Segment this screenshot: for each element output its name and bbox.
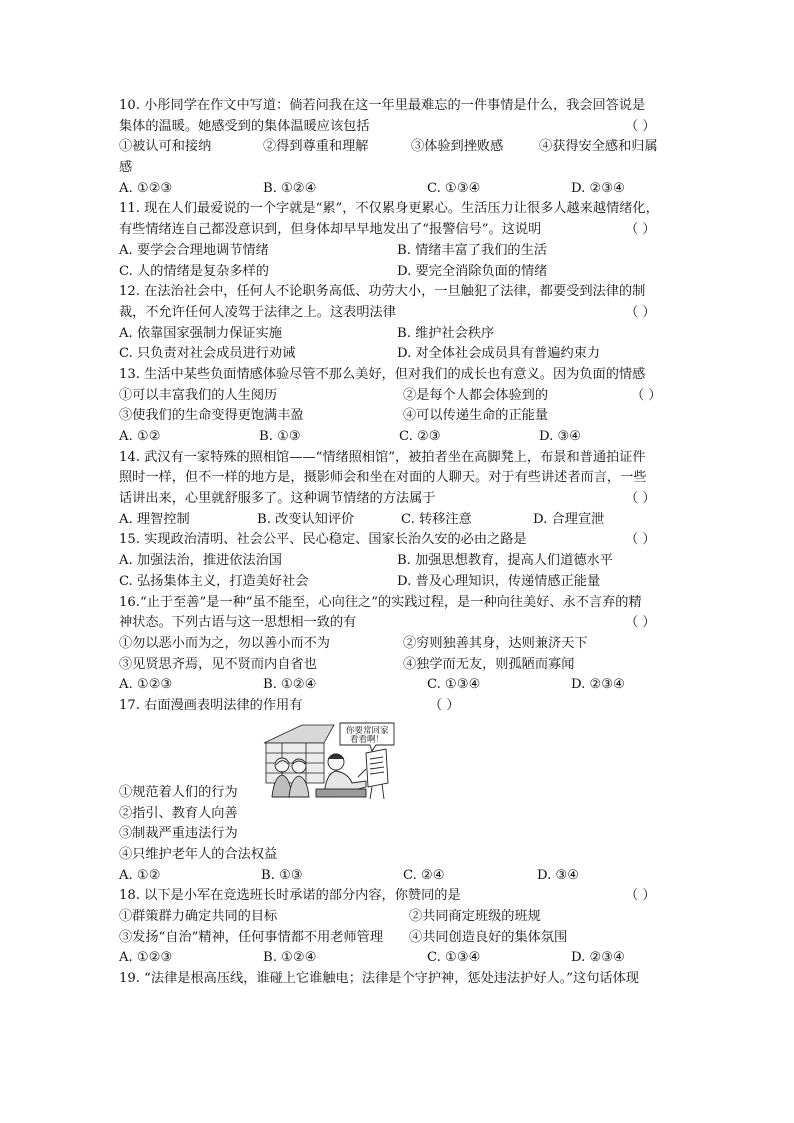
q13-option-4: ④可以传递生命的正能量 <box>403 408 549 424</box>
q15-choices-row-1 <box>119 551 675 572</box>
q11-choice-b: B. 情绪丰富了我们的生活 <box>397 242 547 258</box>
q11-stem: 11. 现在人们最爱说的一个字就是“累”，不仅累身更累心。生活压力让很多人越来越情绪化， <box>119 201 659 217</box>
q16-line-2 <box>119 613 675 634</box>
q17-line-1 <box>119 696 675 717</box>
q16-option-3: ③见贤思齐焉，见不贤而内自省也 <box>119 656 317 672</box>
q15-line-1 <box>119 530 675 551</box>
q13-options-row-1 <box>119 386 675 407</box>
q10-stem-cont: 集体的温暖。她感受到的集体温暖应该包括 <box>119 118 370 134</box>
q16-stem-cont: 神状态。下列古语与这一思想相一致的有 <box>119 615 357 631</box>
q14-stem-cont-2: 话讲出来，心里就舒服多了。这种调节情绪的方法属于 <box>119 491 436 507</box>
q12-answer-paren: （ ） <box>625 304 656 320</box>
q12-stem: 12. 在法治社会中，任何人不论职务高低、功劳大小，一旦触犯了法律，都要受到法律的制 <box>119 284 646 300</box>
q10-answer-paren: （ ） <box>625 118 656 134</box>
q18-options-row-2 <box>119 928 675 949</box>
q18-option-3: ③发扬“自治”精神，任何事情都不用老师管理 <box>119 929 384 945</box>
q17-choice-a: A. ①② <box>119 867 161 883</box>
q10-options-row-2 <box>119 158 675 179</box>
q15-choice-d: D. 普及心理知识，传递情感正能量 <box>397 573 601 589</box>
q17-stem: 17. 右面漫画表明法律的作用有 <box>119 697 303 713</box>
q13-option-3: ③使我们的生命变得更饱满丰盈 <box>119 408 304 424</box>
q10-options-row <box>119 137 675 158</box>
q12-stem-cont: 裁，不允许任何人凌驾于法律之上。这表明法律 <box>119 304 396 320</box>
q16-choice-d: D. ②③④ <box>571 677 625 693</box>
q12-choices-row-1 <box>119 324 675 345</box>
q12-choice-c: C. 只负责对社会成员进行劝诫 <box>119 346 296 362</box>
q10-stem: 10. 小彤同学在作文中写道：倘若问我在这一年里最难忘的一件事情是什么，我会回答说是 <box>119 98 646 113</box>
q13-choice-d: D. ③④ <box>539 429 582 444</box>
q13-line-1 <box>119 365 675 386</box>
q17-choices <box>119 866 675 887</box>
q13-stem: 13. 生活中某些负面情感体验尽管不那么美好，但对我们的成长也有意义。因为负面的情感 <box>119 366 646 382</box>
q15-stem: 15. 实现政治清明、社会公平、民心稳定、国家长治久安的必由之路是 <box>119 532 527 548</box>
q18-choices <box>119 948 675 969</box>
bubble-line-1: 你要常回家 <box>346 725 389 736</box>
q18-option-1: ①群策群力确定共同的目标 <box>119 909 278 925</box>
q17-option-3: ③制裁严重违法行为 <box>119 826 238 842</box>
q16-answer-paren: （ ） <box>625 615 656 631</box>
q13-choice-b: B. ①③ <box>259 429 301 444</box>
q17-answer-paren: （ ） <box>429 697 460 713</box>
q11-choices-row-1 <box>119 241 675 262</box>
q10-choice-a: A. ①②③ <box>119 180 173 196</box>
q12-choice-d: D. 对全体社会成员具有普遍约束力 <box>397 346 601 362</box>
q17-choice-b: B. ①③ <box>261 867 303 883</box>
q10-option-1: ①被认可和接纳 <box>119 139 212 155</box>
q18-line-1 <box>119 886 675 907</box>
q13-choices <box>119 427 675 448</box>
q11-stem-cont: 有些情绪连自己都没意识到，但身体却早早地发出了“报警信号”。这说明 <box>119 222 542 238</box>
q19-stem: 19. “法律是根高压线，谁碰上它谁触电；法律是个守护神，惩处违法护好人。”这句话体现 <box>119 971 639 987</box>
q14-stem-cont: 照时一样，但不一样的地方是，摄影师会和坐在对面的人聊天。对于有些讲述者而言，一些 <box>119 470 647 486</box>
q16-line-1 <box>119 593 675 614</box>
q15-choice-c: C. 弘扬集体主义，打造美好社会 <box>119 573 309 589</box>
q18-choice-c: C. ①③④ <box>427 950 481 966</box>
q16-options-row-1 <box>119 634 675 655</box>
q12-choice-b: B. 维护社会秩序 <box>397 325 495 341</box>
q17-choice-c: C. ②④ <box>403 867 445 883</box>
q15-choices-row-2 <box>119 572 675 593</box>
q16-option-4: ④独学而无友，则孤陋而寡闻 <box>403 656 575 672</box>
q16-option-2: ②穷则独善其身，达则兼济天下 <box>403 635 588 651</box>
q17-choice-d: D. ③④ <box>537 867 580 883</box>
q17-option-row-4 <box>119 845 675 866</box>
q14-choice-a: A. 理智控制 <box>119 511 190 527</box>
q17-option-2: ②指引、教育人向善 <box>119 805 238 821</box>
q10-choice-b: B. ①②④ <box>263 180 317 196</box>
q10-choices <box>119 179 675 200</box>
q14-stem: 14. 武汉有一家特殊的照相馆——“情绪照相馆”，被拍者坐在高脚凳上，布景和普通拍证件 <box>119 449 646 465</box>
q16-option-1: ①勿以恶小而为之，勿以善小而不为 <box>119 635 330 651</box>
q18-option-2: ②共同商定班级的班规 <box>409 909 541 925</box>
q14-line-3 <box>119 489 675 510</box>
q10-option-2: ②得到尊重和理解 <box>263 139 369 155</box>
q15-answer-paren: （ ） <box>625 532 656 548</box>
comic-illustration <box>262 719 397 803</box>
q14-choice-b: B. 改变认知评价 <box>257 511 355 527</box>
q14-line-1 <box>119 448 675 469</box>
q13-answer-paren: （ ） <box>631 387 662 403</box>
exam-page <box>119 96 675 990</box>
q10-option-4: ④获得安全感和归属 <box>539 139 658 155</box>
q13-options-row-2 <box>119 406 675 427</box>
q17-comic-row <box>119 717 675 804</box>
q10-option-4-cont: 感 <box>119 160 133 176</box>
q12-choice-a: A. 依靠国家强制力保证实施 <box>119 325 282 341</box>
q17-option-row-2 <box>119 804 675 825</box>
q18-option-4: ④共同创造良好的集体氛围 <box>409 929 568 945</box>
q18-choice-b: B. ①②④ <box>263 950 317 966</box>
q18-choice-d: D. ②③④ <box>571 950 625 966</box>
q18-options-row-1 <box>119 907 675 928</box>
q10-option-3: ③体验到挫败感 <box>411 139 504 155</box>
q10-line-1 <box>119 96 675 117</box>
q12-line-2 <box>119 303 675 324</box>
q10-choice-d: D. ②③④ <box>571 180 625 196</box>
q11-answer-paren: （ ） <box>625 222 656 238</box>
q11-choice-c: C. 人的情绪是复杂多样的 <box>119 263 269 279</box>
q14-choice-c: C. 转移注意 <box>401 511 472 527</box>
q18-answer-paren: （ ） <box>625 888 656 904</box>
q11-choice-a: A. 要学会合理地调节情绪 <box>119 242 269 258</box>
q14-choices <box>119 510 675 531</box>
bubble-line-2: 看看啊！ <box>350 734 385 745</box>
q19-line-1 <box>119 969 675 990</box>
q12-line-1 <box>119 282 675 303</box>
q11-choice-d: D. 要完全消除负面的情绪 <box>397 263 548 279</box>
q12-choices-row-2 <box>119 344 675 365</box>
q18-stem: 18. 以下是小军在竞选班长时承诺的部分内容，你赞同的是 <box>119 888 461 904</box>
q16-stem: 16.“止于至善”是一种“虽不能至，心向往之”的实践过程，是一种向往美好、永不言弃的精 <box>119 594 642 610</box>
q11-choices-row-2 <box>119 262 675 283</box>
q13-choice-a: A. ①② <box>119 429 161 444</box>
q17-option-1: ①规范着人们的行为 <box>119 784 238 800</box>
q13-option-2: ②是每个人都会体验到的 <box>403 387 549 403</box>
q16-choice-b: B. ①②④ <box>263 677 317 693</box>
q16-choice-a: A. ①②③ <box>119 677 173 693</box>
q13-option-1: ①可以丰富我们的人生阅历 <box>119 387 278 403</box>
q10-choice-c: C. ①③④ <box>427 180 481 196</box>
q11-line-1 <box>119 199 675 220</box>
q16-choice-c: C. ①③④ <box>427 677 481 693</box>
q14-answer-paren: （ ） <box>625 491 656 507</box>
q17-option-4: ④只维护老年人的合法权益 <box>119 847 278 862</box>
q16-options-row-2 <box>119 655 675 676</box>
q14-choice-d: D. 合理宣泄 <box>533 511 605 527</box>
q10-line-2 <box>119 117 675 138</box>
q16-choices <box>119 675 675 696</box>
q18-choice-a: A. ①②③ <box>119 950 173 966</box>
q17-option-row-3 <box>119 824 675 845</box>
q15-choice-b: B. 加强思想教育，提高人们道德水平 <box>397 553 613 569</box>
q15-choice-a: A. 加强法治，推进依法治国 <box>119 553 282 569</box>
q11-line-2 <box>119 220 675 241</box>
q14-line-2 <box>119 468 675 489</box>
q13-choice-c: C. ②③ <box>399 429 441 444</box>
